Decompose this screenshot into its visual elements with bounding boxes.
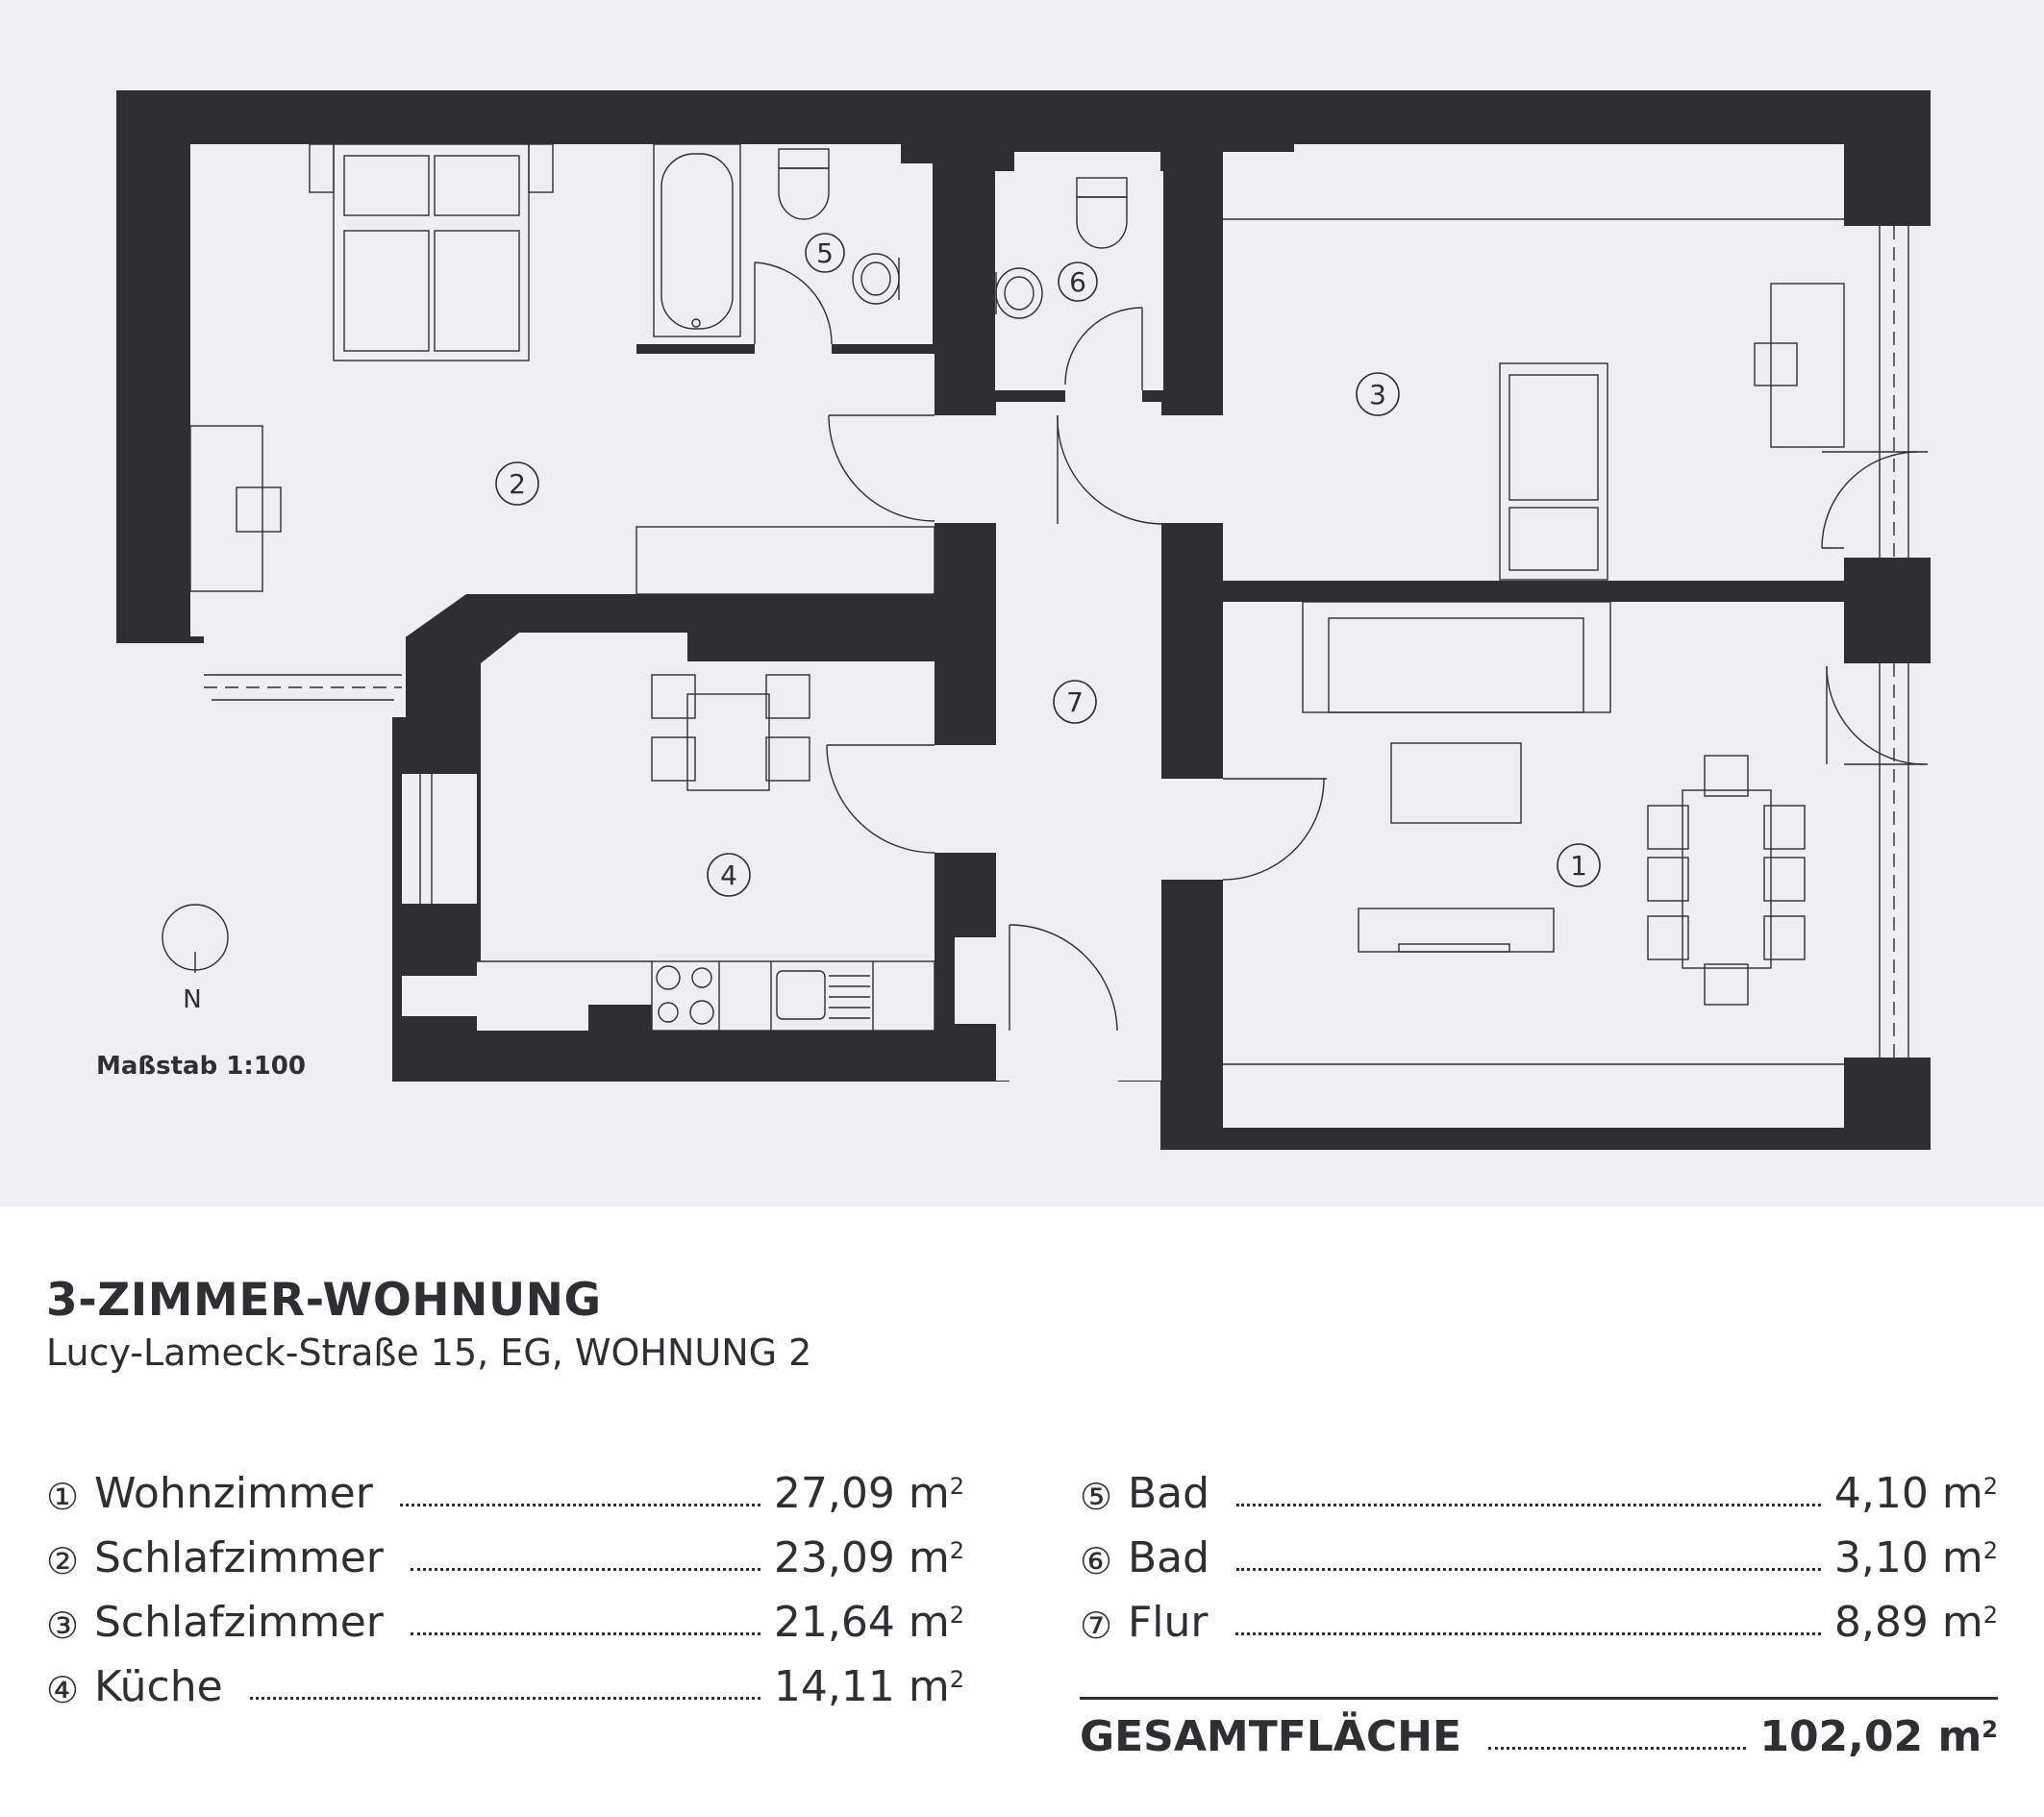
room-label-2 <box>496 462 538 505</box>
total-label: GESAMTFLÄCHE <box>1080 1712 1462 1761</box>
room-area: 4,10 $m^2$ <box>1833 1469 1998 1518</box>
room-label-5 <box>806 234 844 272</box>
room-number: ④ <box>46 1669 80 1711</box>
list-item <box>1080 1518 1998 1582</box>
door-gap-7-1 <box>1161 779 1223 880</box>
door-gap-7-3 <box>1161 415 1223 523</box>
room-name: Bad <box>1128 1533 1210 1582</box>
room-bad-6-ext <box>1014 152 1160 181</box>
door-gap-5 <box>755 344 832 354</box>
room-name: Bad <box>1128 1469 1210 1518</box>
list-item <box>46 1582 964 1647</box>
list-item <box>1080 1582 1998 1647</box>
room-label-6 <box>1059 262 1097 301</box>
room-wohnzimmer-1 <box>1223 602 1844 1128</box>
total-row <box>1080 1704 1998 1761</box>
list-item <box>46 1647 964 1711</box>
room-area: 23,09 $m^2$ <box>773 1533 964 1582</box>
total-divider <box>1080 1697 1998 1700</box>
room-label-3 <box>1357 373 1399 415</box>
svg-text:N: N <box>183 985 202 1014</box>
room-area-list-left <box>46 1454 964 1711</box>
window-gap-4 <box>402 774 477 904</box>
window-gap-1 <box>1844 663 1931 1058</box>
room-bad-5-ext <box>836 163 933 344</box>
room-number: ③ <box>46 1605 80 1647</box>
room-name: Schlafzimmer <box>94 1533 384 1582</box>
room-flur-7-entry <box>955 937 1041 1024</box>
page-title: 3-ZIMMER-WOHNUNG <box>46 1274 602 1327</box>
room-name: Schlafzimmer <box>94 1598 384 1647</box>
svg-text:5: 5 <box>816 237 834 269</box>
scale-label: Maßstab 1:100 <box>96 1052 306 1081</box>
door-gap-4-7 <box>935 745 996 853</box>
room-number: ⑦ <box>1080 1605 1113 1647</box>
room-number: ⑤ <box>1080 1476 1113 1518</box>
address: Lucy-Lameck-Straße 15, EG, WOHNUNG 2 <box>46 1332 812 1374</box>
leader-dots <box>400 1504 760 1506</box>
room-name: Flur <box>1128 1598 1209 1647</box>
leader-dots <box>250 1697 760 1700</box>
room-label-4 <box>708 854 750 896</box>
room-area-list-right <box>1080 1454 1998 1647</box>
room-area: 27,09 $m^2$ <box>773 1469 964 1518</box>
list-item <box>1080 1454 1998 1518</box>
svg-text:3: 3 <box>1369 379 1386 411</box>
room-number: ② <box>46 1540 80 1582</box>
svg-text:6: 6 <box>1069 266 1086 298</box>
room-area: 8,89 $m^2$ <box>1833 1598 1998 1647</box>
room-name: Küche <box>94 1662 223 1711</box>
total-area: 102,02 $m^2$ <box>1759 1712 1998 1761</box>
leader-dots <box>411 1632 760 1635</box>
room-label-7 <box>1054 681 1096 723</box>
svg-text:1: 1 <box>1570 850 1587 882</box>
svg-text:7: 7 <box>1066 686 1084 718</box>
room-label-1 <box>1558 844 1600 886</box>
door-gap-6 <box>1065 390 1142 402</box>
room-schlafzimmer-3 <box>1223 152 1844 581</box>
room-area: 21,64 $m^2$ <box>773 1598 964 1647</box>
north-arrow-icon <box>162 905 228 1014</box>
room-schlafzimmer-3-top <box>1294 144 1844 163</box>
window-gap-2 <box>204 636 406 717</box>
door-gap-2-7 <box>935 415 996 523</box>
room-number: ⑥ <box>1080 1540 1113 1582</box>
leader-dots <box>1488 1747 1746 1750</box>
room-number: ① <box>46 1476 80 1518</box>
leader-dots <box>1236 1504 1821 1506</box>
leader-dots <box>1236 1568 1821 1571</box>
list-item <box>46 1518 964 1582</box>
list-item <box>46 1454 964 1518</box>
room-name: Wohnzimmer <box>94 1469 373 1518</box>
room-area: 3,10 $m^2$ <box>1833 1533 1998 1582</box>
room-flur-7-entry-b <box>1010 1024 1118 1082</box>
room-area: 14,11 $m^2$ <box>773 1662 964 1711</box>
room-kueche-4 <box>477 633 935 1031</box>
window-gap-3 <box>1844 226 1931 558</box>
window-gap-4b <box>402 976 477 1016</box>
leader-dots <box>411 1568 760 1571</box>
leader-dots <box>1235 1632 1821 1635</box>
entry-door-gap <box>1010 1077 1118 1083</box>
svg-text:2: 2 <box>509 468 526 500</box>
svg-text:4: 4 <box>720 859 737 891</box>
